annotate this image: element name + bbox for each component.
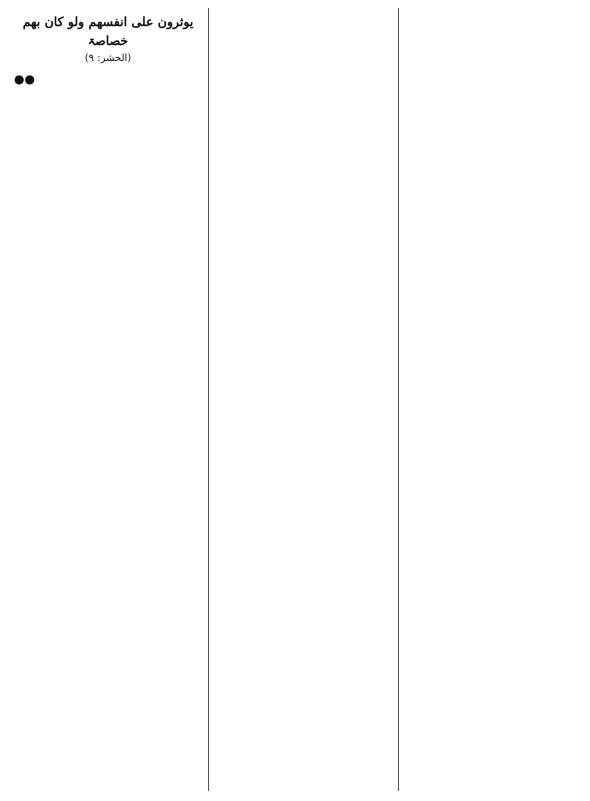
end-of-article-mark: ●● xyxy=(14,72,35,87)
text-column-middle xyxy=(208,8,399,791)
verse-reference: (الحشر: ۹) xyxy=(84,53,132,64)
text-column-right xyxy=(399,8,582,791)
quran-verse: یوثرون علی انفسھم ولو کان بھم خصاصۃ xyxy=(22,14,194,48)
text-column-left xyxy=(8,8,208,791)
